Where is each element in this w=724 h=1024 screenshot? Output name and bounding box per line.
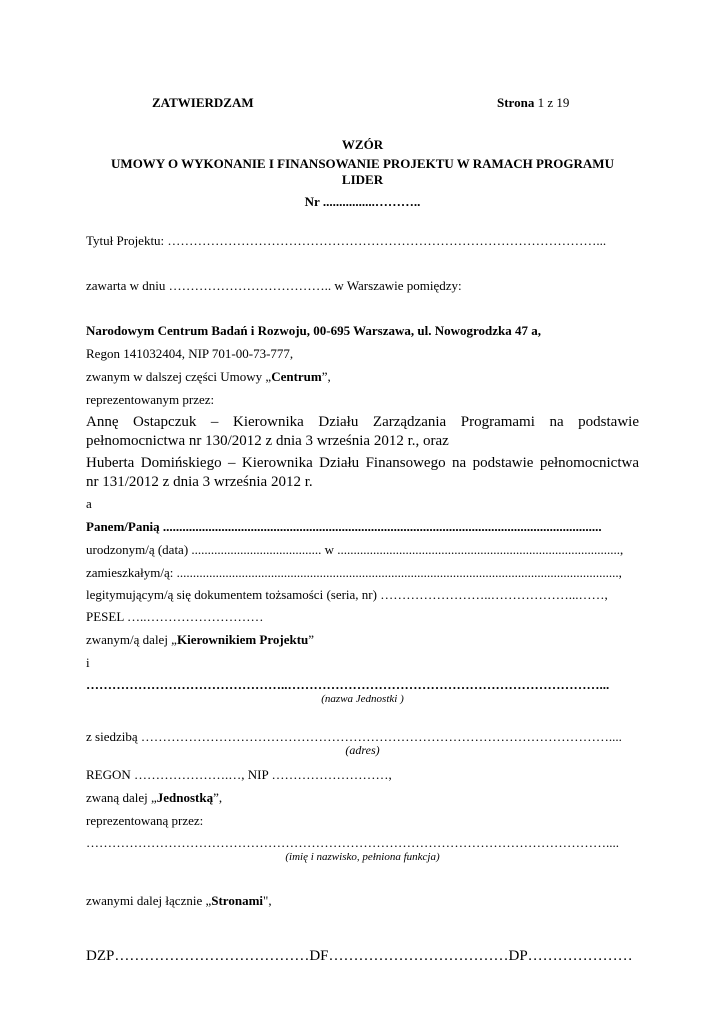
centrum-representative-1 [86,413,639,451]
page-label: Strona [497,95,535,110]
manager-born-line: urodzonym/ą (data) ........................................ w ......................................................................................., [86,542,624,557]
centrum-name: Narodowym Centrum Badań i Rozwoju, 00-695 Warszawa, ul. Nowogrodzka 47 a, [86,323,542,338]
unit-name-line: ………………………………………..………………………………………………………………... [86,677,610,692]
centrum-representative-2 [86,454,639,492]
manager-name-line: Panem/Panią ....................................................................................................................................... [86,519,602,534]
project-title-line: Tytuł Projektu: ………………………………………………………………………………………... [86,233,607,248]
centrum-regon: Regon 141032404, NIP 701-00-73-777, [86,346,294,361]
centrum-called [86,369,331,385]
footer-initials-line: DZP…………………………………DF………………………………DP………………… [86,948,633,964]
conjunction-i: i [86,655,90,670]
unit-represented: reprezentowaną przez: [86,813,204,828]
centrum-called-suffix: ”, [321,369,331,384]
doc-title-number: Nr ................……….. [304,194,421,209]
conjunction-a: a [86,496,92,511]
unit-seat-caption: (adres) [345,743,380,757]
centrum-represented: reprezentowanym przez: [86,392,215,407]
manager-resident-line: zamieszkałym/ą: ........................................................................................................................................, [86,565,622,580]
doc-title-template: WZÓR [341,137,384,152]
unit-regon-line: REGON ………………….…, NIP ………………………, [86,767,392,782]
page-number: 1 z 19 [537,95,570,110]
unit-name-caption: (nazwa Jednostki ) [321,693,404,705]
unit-called [86,790,222,806]
unit-called-name: Jednostką [156,790,214,805]
centrum-called-name: Centrum [271,369,322,384]
centrum-called-prefix: zwanym w dalszej części Umowy „ [86,369,272,384]
page-indicator [497,95,569,111]
rep1-line1: Annę Ostapczuk – Kierownika Działu Zarządzania Programami na podstawie [86,414,639,430]
manager-called-prefix: zwanym/ą dalej „ [86,632,177,647]
manager-called-name: Kierownikiem Projektu [176,632,309,647]
unit-called-suffix: ”, [213,790,223,805]
approval-label: ZATWIERDZAM [152,95,254,110]
rep2-line2: nr 131/2012 z dnia 3 września 2012 r. [86,474,313,490]
manager-called-suffix: ” [308,632,315,647]
rep1-line2: pełnomocnictwa nr 130/2012 z dnia 3 września 2012 r., oraz [86,433,449,449]
manager-pesel-line: PESEL …..……………………… [86,609,264,624]
rep2-line1: Huberta Domińskiego – Kierownika Działu Finansowego na podstawie pełnomocnictwa [86,455,639,471]
concluded-date-line: zawarta w dniu ……………………………….. w Warszawie pomiędzy: [86,278,462,293]
doc-title-program: LIDER [341,172,384,187]
unit-seat-line: z siedzibą ……………………………………………………………………………………………….... [86,729,622,744]
unit-called-prefix: zwaną dalej „ [86,790,157,805]
parties-suffix: ", [263,893,272,908]
manager-id-line: legitymującym/ą się dokumentem tożsamości (seria, nr) ……………………..………………...……, [86,587,608,602]
parties-line [86,893,272,909]
parties-name: Stronami [211,893,264,908]
manager-called [86,632,314,648]
doc-title-contract: UMOWY O WYKONANIE I FINANSOWANIE PROJEKTU W RAMACH PROGRAMU [111,156,614,171]
unit-rep-line: ………………………………………………………………………………………………………….... [86,835,619,850]
parties-prefix: zwanymi dalej łącznie „ [86,893,212,908]
unit-rep-caption: (imię i nazwisko, pełniona funkcja) [285,851,440,863]
